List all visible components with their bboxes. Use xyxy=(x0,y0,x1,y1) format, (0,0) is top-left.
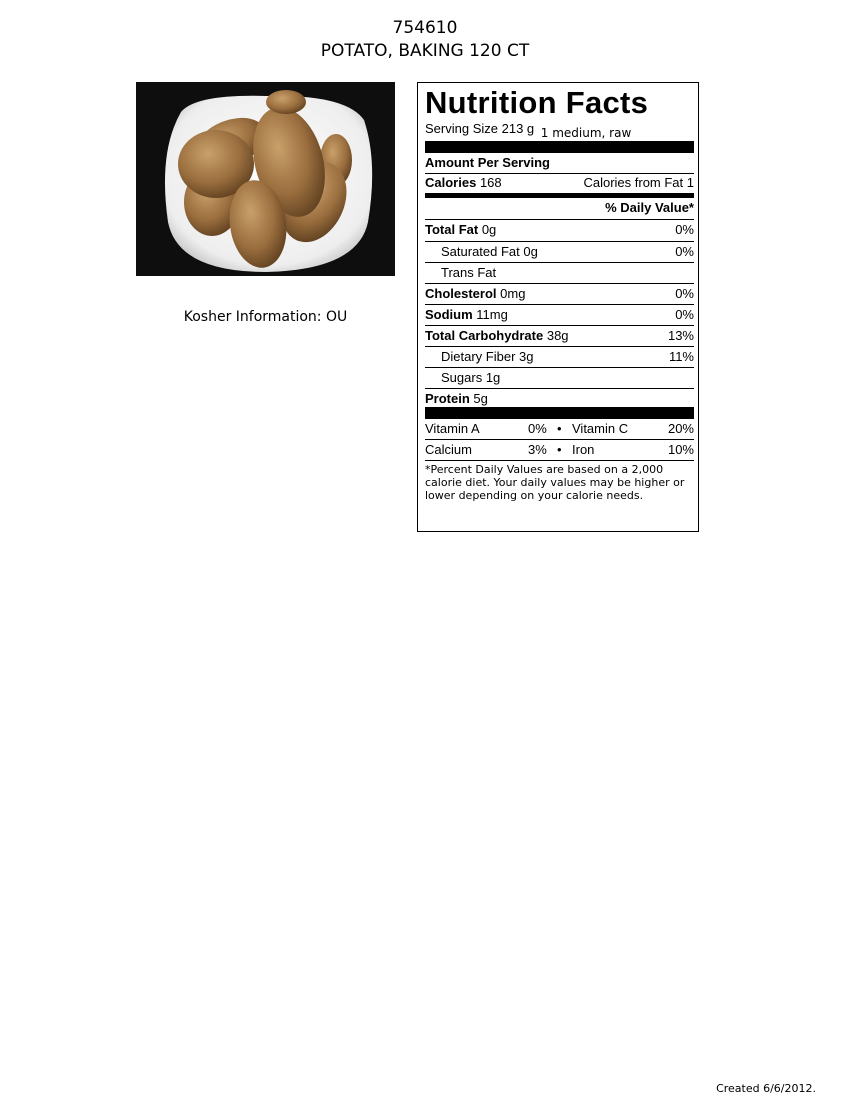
potato-plate-illustration xyxy=(136,82,395,276)
nutrient-row-dietary-fiber xyxy=(425,347,694,367)
nutrient-amount: 0g xyxy=(523,244,538,259)
product-photo xyxy=(136,82,395,276)
created-date: Created 6/6/2012. xyxy=(716,1082,816,1095)
item-number: 754610 xyxy=(392,18,458,38)
nutrient-amount: 5g xyxy=(473,391,488,406)
vitamin-name: Vitamin A xyxy=(425,421,480,436)
nutrient-amount: 11mg xyxy=(476,307,508,322)
amount-per-serving xyxy=(425,153,694,173)
serving-size-label: Serving Size xyxy=(425,121,498,136)
nutrient-row-total-fat xyxy=(425,220,694,240)
calories-value: 168 xyxy=(479,175,502,190)
vitamin-row-2 xyxy=(425,440,694,460)
nutrient-label: Sugars xyxy=(441,370,483,385)
nutrient-row-saturated-fat xyxy=(425,242,694,262)
nutrient-dv: 11% xyxy=(668,349,694,364)
serving-size xyxy=(425,121,694,140)
vitamin-pct: 3% xyxy=(528,442,547,457)
nutrient-row-cholesterol xyxy=(425,284,694,304)
bullet-separator: • xyxy=(557,442,562,457)
calories-label: Calories xyxy=(425,175,477,190)
calories-row xyxy=(425,173,694,193)
nutrient-label: Sodium xyxy=(425,307,473,322)
amount-per-serving-label: Amount Per Serving xyxy=(425,155,550,170)
nutrient-dv: 0% xyxy=(675,222,694,237)
vitamin-name: Iron xyxy=(572,442,595,457)
nutrient-amount: 3g xyxy=(519,349,534,364)
thick-divider xyxy=(425,407,694,419)
nutrient-row-protein xyxy=(425,389,694,409)
nutrient-dv: 0% xyxy=(675,286,694,301)
nutrition-facts-panel xyxy=(417,82,699,532)
daily-value-header-label: % Daily Value* xyxy=(605,200,694,215)
vitamin-pct: 0% xyxy=(528,421,547,436)
nutrient-row-sodium xyxy=(425,305,694,325)
vitamin-pct: 20% xyxy=(667,421,694,436)
nutrient-label: Total Carbohydrate xyxy=(425,328,544,343)
nutrient-amount: 0g xyxy=(481,222,497,237)
nutrient-dv: 13% xyxy=(667,328,694,343)
vitamin-row-1 xyxy=(425,419,694,439)
bullet-separator: • xyxy=(557,421,562,436)
nutrient-row-sugars xyxy=(425,368,694,388)
nutrient-label: Protein xyxy=(425,391,470,406)
kosher-info: Kosher Information: OU xyxy=(183,309,348,325)
nutrient-label: Saturated Fat xyxy=(441,244,520,259)
nutrient-amount: 38g xyxy=(546,328,569,343)
nutrient-label: Trans Fat xyxy=(441,265,497,280)
nutrition-title: Nutrition Facts xyxy=(425,85,649,120)
nutrient-label: Cholesterol xyxy=(425,286,497,301)
nutrient-dv: 0% xyxy=(675,307,694,322)
divider xyxy=(425,460,694,461)
vitamin-name: Calcium xyxy=(425,442,472,457)
nutrient-amount: 0mg xyxy=(500,286,526,301)
calories-from-fat: Calories from Fat 1 xyxy=(583,175,694,190)
daily-value-footnote: *Percent Daily Values are based on a 2,000 calorie diet. Your daily values may be higher or lower depending on your calorie needs. xyxy=(425,463,685,502)
nutrient-amount: 1g xyxy=(485,370,501,385)
nutrient-label: Total Fat xyxy=(425,222,479,237)
vitamin-name: Vitamin C xyxy=(572,421,629,436)
thick-divider xyxy=(425,141,694,153)
serving-description: 1 medium, raw xyxy=(540,126,632,140)
nutrient-row-total-carbohydrate xyxy=(425,326,694,346)
serving-size-value: 213 g xyxy=(501,121,535,136)
vitamin-pct: 10% xyxy=(667,442,694,457)
nutrient-row-trans-fat xyxy=(425,263,694,283)
daily-value-header xyxy=(425,198,694,218)
nutrient-label: Dietary Fiber xyxy=(441,349,516,364)
nutrient-dv: 0% xyxy=(675,244,694,259)
product-name: POTATO, BAKING 120 CT xyxy=(320,41,530,61)
